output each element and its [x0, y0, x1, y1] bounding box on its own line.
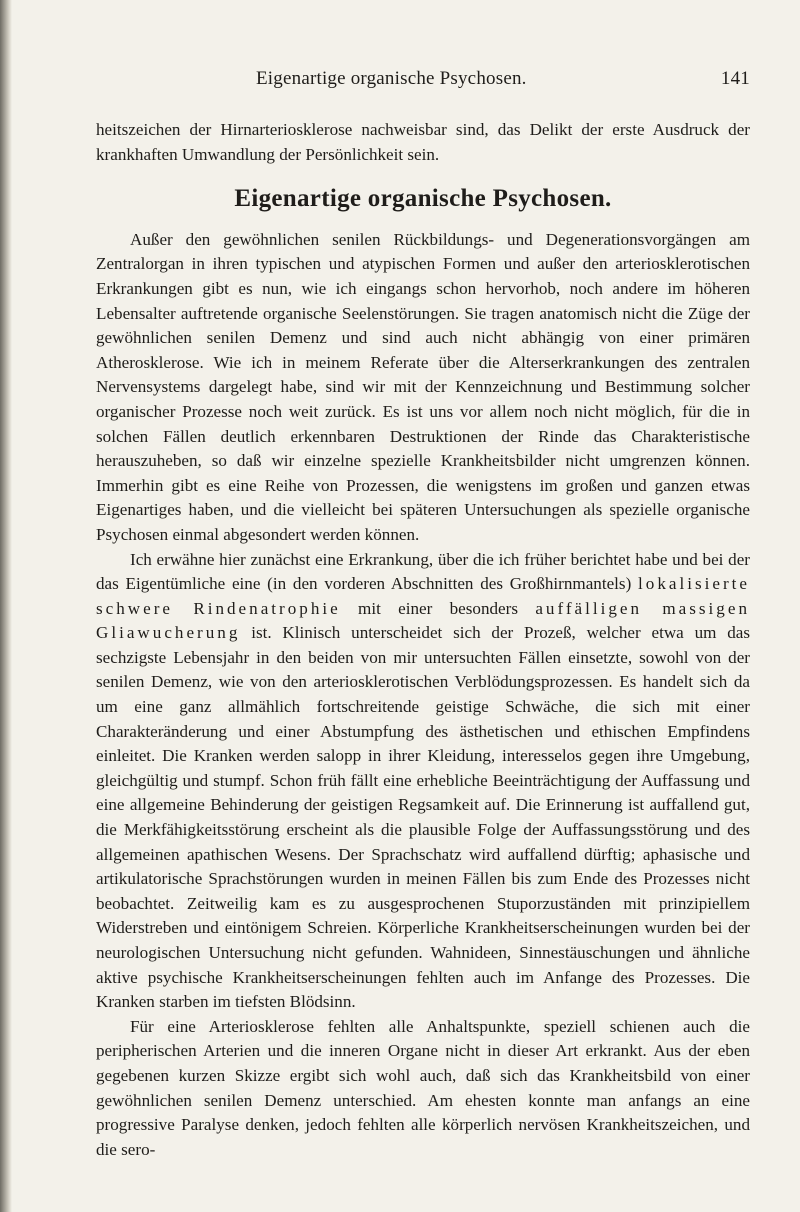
emphasis-lokalisierte-rindenatrophie: lokalisierte schwere Rindenatrophie: [96, 574, 750, 618]
paragraph-2-text-c: ist. Klinisch unterscheidet sich der Prozeß, welcher etwa um das sechzigste Lebensjahr in den beiden von mir untersuchten Fällen einsetzte, sowohl von der senilen Demenz, wie von den arteriosklerotischen Verblödungsprozessen. Es handelt sich da um eine ganz allmählich fortschreitende geistige Schwäche, die sich mit einer Charakteränderung und einer Abstumpfung des ästhetischen und ethischen Empfindens einleitet. Die Kranken werden salopp in ihrer Kleidung, interesselos gegen ihre Umgebung, gleichgültig und stumpf. Schon früh fällt eine erhebliche Beeinträchtigung der Auffassung und eine allgemeine Behinderung der geistigen Regsamkeit auf. Die Erinnerung ist auffallend gut, die Merkfähigkeitsstörung erscheint als die plausible Folge der Auffassungsstörung und des allgemeinen apathischen Wesens. Der Sprachschatz wird auffallend dürftig; aphasische und artikulatorische Sprachstörungen wurden in meinen Fällen bis zum Ende des Prozesses nicht beobachtet. Zeitweilig kam es zu ausgesprochenen Stuporzuständen mit prinzipiellem Widerstreben und eintönigem Schreien. Körperliche Krankheitserscheinungen wurden bei der neurologischen Untersuchung nicht gefunden. Wahnideen, Sinnestäuschungen und ähnliche aktive psychische Krankheitserscheinungen fehlten auch im Anfange des Prozesses. Die Kranken starben im tiefsten Blödsinn.: [96, 623, 751, 1012]
page-binding-edge: [0, 0, 12, 1212]
running-head-title: Eigenartige organische Psychosen.: [256, 68, 527, 89]
paragraph-3: Für eine Arteriosklerose fehlten alle Anhaltspunkte, speziell schienen auch die peripherischen Arterien und die inneren Organe nicht in dieser Art erkrankt. Aus der eben gegebenen kurzen Skizze ergibt sich wohl auch, daß sich das Krankheitsbild von einer gewöhnlichen senilen Demenz unterschied. Am ehesten konnte man anfangs an eine progressive Paralyse denken, jedoch fehlten alle körperlich nervösen Krankheitszeichen, und die sero-: [96, 1016, 750, 1159]
section-heading: Eigenartige organische Psychosen.: [234, 185, 612, 213]
paragraph-1: Außer den gewöhnlichen senilen Rückbildungs- und Degenerationsvorgängen am Zentralorgan in ihren typischen und atypischen Formen und außer den arteriosklerotischen Erkrankungen gibt es nun, wie ich eingangs schon hervorhob, noch andere im höheren Lebensalter auftretende organische Seelenstörungen. Sie tragen anatomisch nicht die Züge der gewöhnlichen senilen Demenz und sind auch nicht abhängig von einer primären Atherosklerose. Wie ich in meinem Referate über die Alterserkrankungen des zentralen Nervensystems dargelegt habe, sind wir mit der Kennzeichnung und Bestimmung solcher organischer Prozesse noch weit zurück. Es ist uns vor allem noch nicht möglich, für die in solchen Fällen deutlich erkennbaren Destruktionen der Rinde das Charakteristische herauszuheben, so daß wir einzelne spezielle Krankheitsbilder nicht umgrenzen können. Immerhin gibt es eine Reihe von Prozessen, die wenigstens im großen und ganzen etwas Eigenartiges haben, und die vielleicht bei späteren Untersuchungen als spezielle organische Psychosen einmal abgesondert werden können.: [96, 229, 750, 544]
page-body: [96, 118, 750, 1162]
page-number: 141: [720, 68, 750, 89]
emphasis-gliawucherung: auffälligen massigen Gliawucherung: [96, 598, 750, 643]
paragraph-2-text-a: Ich erwähne hier zunächst eine Erkrankung, über die ich früher berichtet habe und bei der das Eigentümliche eine (in den vorderen Abschnitten des Großhirnmantels): [96, 549, 750, 594]
paragraph-2-text-b: mit einer besonders: [358, 598, 518, 618]
paragraph-2: [96, 548, 750, 1015]
paragraph-continuation: heitszeichen der Hirnarteriosklerose nachweisbar sind, das Delikt der erste Ausdruck der krankhaften Umwandlung der Persönlichkeit sein.: [96, 120, 750, 164]
